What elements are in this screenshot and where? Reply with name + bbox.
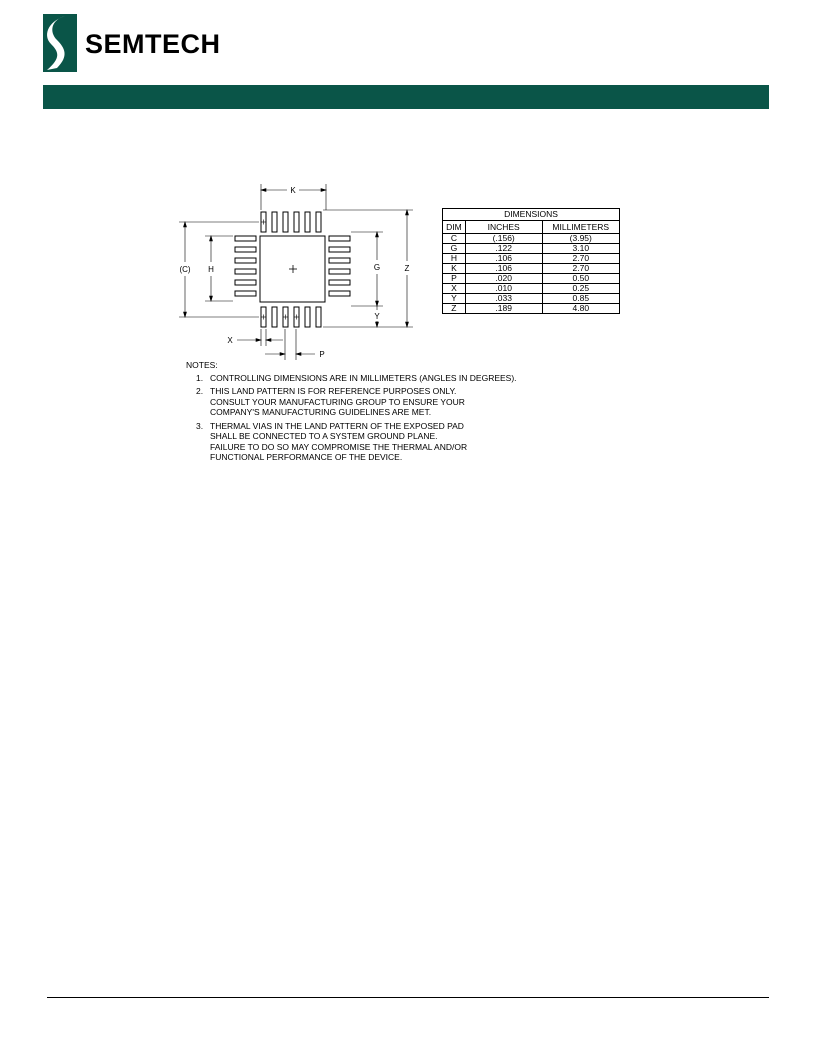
- top-pads: [261, 212, 321, 232]
- table-cell: H: [443, 254, 466, 264]
- semtech-logo-mark-icon: [43, 14, 77, 72]
- table-cell: 2.70: [542, 264, 619, 274]
- table-cell: .189: [465, 304, 542, 314]
- column-header: DIM: [443, 221, 466, 234]
- note-item: [186, 386, 546, 418]
- brand-name: SEMTECH: [85, 29, 221, 59]
- table-cell: X: [443, 284, 466, 294]
- label-k: K: [290, 186, 296, 195]
- note-item: [186, 373, 546, 384]
- note-item: [186, 421, 546, 463]
- notes-section: [186, 360, 546, 466]
- semtech-logo: [43, 14, 293, 74]
- label-g: G: [373, 263, 381, 272]
- note-line: THERMAL VIAS IN THE LAND PATTERN OF THE EXPOSED PAD: [210, 420, 464, 431]
- label-x: X: [227, 336, 233, 345]
- notes-heading: NOTES:: [186, 360, 218, 370]
- label-c: (C): [179, 265, 191, 274]
- table-cell: .106: [465, 264, 542, 274]
- table-row: [443, 264, 620, 274]
- table-cell: C: [443, 234, 466, 244]
- table-cell: (.156): [465, 234, 542, 244]
- table-cell: 2.70: [542, 254, 619, 264]
- footer-rule: [47, 997, 769, 998]
- column-header: INCHES: [465, 221, 542, 234]
- note-line: THIS LAND PATTERN IS FOR REFERENCE PURPOSES ONLY.: [210, 386, 457, 396]
- table-cell: 3.10: [542, 244, 619, 254]
- note-line: COMPANY'S MANUFACTURING GUIDELINES ARE MET.: [210, 407, 432, 417]
- table-row: [443, 244, 620, 254]
- table-cell: Z: [443, 304, 466, 314]
- table-cell: (3.95): [542, 234, 619, 244]
- table-cell: .122: [465, 244, 542, 254]
- table-cell: 0.50: [542, 274, 619, 284]
- land-pattern-drawing: [165, 180, 465, 370]
- table-cell: 0.85: [542, 294, 619, 304]
- dimensions-table: [442, 208, 620, 314]
- table-cell: .010: [465, 284, 542, 294]
- table-cell: .106: [465, 254, 542, 264]
- table-cell: .020: [465, 274, 542, 284]
- label-h: H: [208, 265, 214, 274]
- table-cell: P: [443, 274, 466, 284]
- table-row: [443, 284, 620, 294]
- table-row: [443, 274, 620, 284]
- note-line: CONSULT YOUR MANUFACTURING GROUP TO ENSURE YOUR: [210, 396, 465, 407]
- note-number: 2.: [196, 386, 204, 396]
- table-row: [443, 304, 620, 314]
- table-row: [443, 254, 620, 264]
- table-cell: Y: [443, 294, 466, 304]
- left-pads: [235, 236, 256, 296]
- note-number: 1.: [196, 372, 204, 383]
- header-bar: [43, 85, 769, 109]
- note-line: FAILURE TO DO SO MAY COMPROMISE THE THERMAL AND/OR: [210, 441, 468, 452]
- table-title: DIMENSIONS: [443, 209, 620, 221]
- table-cell: K: [443, 264, 466, 274]
- bottom-pads: [261, 307, 321, 327]
- table-cell: 4.80: [542, 304, 619, 314]
- right-pads: [329, 236, 350, 296]
- note-number: 3.: [196, 420, 204, 431]
- table-cell: 0.25: [542, 284, 619, 294]
- table-row: [443, 294, 620, 304]
- column-header: MILLIMETERS: [542, 221, 619, 234]
- label-y: Y: [374, 312, 380, 321]
- note-line: CONTROLLING DIMENSIONS ARE IN MILLIMETERS (ANGLES IN DEGREES).: [210, 372, 517, 383]
- note-line: SHALL BE CONNECTED TO A SYSTEM GROUND PLANE.: [210, 431, 438, 441]
- label-p: P: [319, 350, 325, 359]
- table-cell: G: [443, 244, 466, 254]
- note-line: FUNCTIONAL PERFORMANCE OF THE DEVICE.: [210, 452, 403, 462]
- label-z: Z: [404, 264, 410, 273]
- table-cell: .033: [465, 294, 542, 304]
- table-row: [443, 234, 620, 244]
